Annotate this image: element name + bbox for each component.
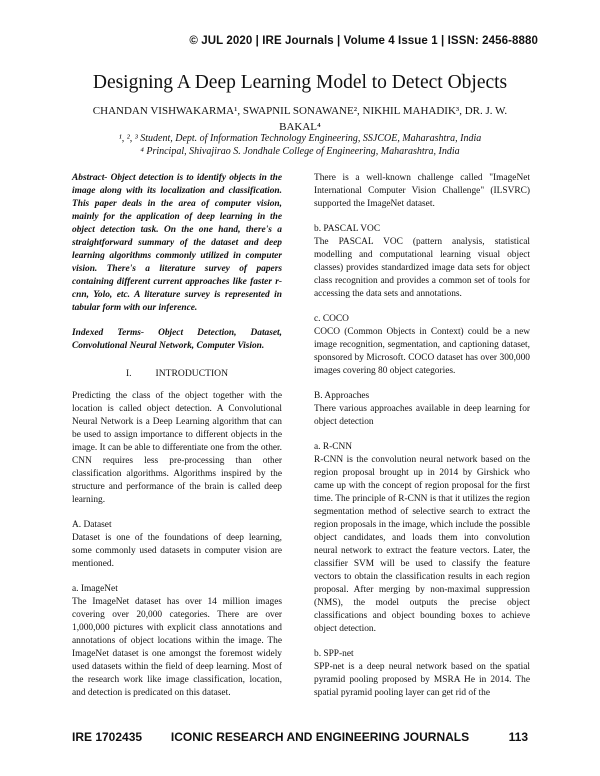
paper-title: Designing A Deep Learning Model to Detect Objects bbox=[92, 72, 508, 93]
page-number: 113 bbox=[508, 730, 528, 744]
coco-paragraph: COCO (Common Objects in Context) could be a new image recognition, segmentation, and captioning dataset, sponsored by Microsoft. COCO dataset has over 300,000 images covering 80 object categories. bbox=[314, 327, 530, 376]
right-column bbox=[314, 172, 530, 700]
pascal-heading: b. PASCAL VOC bbox=[314, 224, 381, 234]
journal-header: © JUL 2020 | IRE Journals | Volume 4 Issue 1 | ISSN: 2456-8880 bbox=[189, 35, 538, 47]
approaches-paragraph: There various approaches available in deep learning for object detection bbox=[314, 404, 530, 427]
spp-paragraph: SPP-net is a deep neural network based on the spatial pyramid pooling proposed by MSRA He in 2014. The spatial pyramid pooling layer can get rid of the bbox=[314, 662, 530, 698]
imagenet-paragraph: The ImageNet dataset has over 14 million images covering over 20,000 categories. There are over 1,000,000 pictures with explicit class annotations and annotations of object locations within the image. The ImageNet dataset is one amongst the foremost widely used datasets within the field of deep learning. Most of the research work like image classification, location, and detection is predicated on this dataset. bbox=[72, 597, 282, 698]
abstract: Abstract- Object detection is to identify objects in the image along with its localization and classification. This paper deals in the area of computer vision, mainly for the application of deep learning in the object detection task. On the one hand, there's a straightforward summary of the dataset and deep learning algorithms commonly utilized in computer vision. There's a literature survey of papers containing different current approaches like faster r-cnn, Yolo, etc. A literature survey is represented in tabular form with our inference. bbox=[72, 173, 282, 313]
section-title: I. INTRODUCTION bbox=[125, 368, 229, 379]
spp-heading: b. SPP-net bbox=[314, 649, 354, 659]
left-column bbox=[72, 172, 282, 700]
imagenet-heading: a. ImageNet bbox=[72, 584, 118, 594]
dataset-paragraph: Dataset is one of the foundations of deep learning, some commonly used datasets in computer vision are mentioned. bbox=[72, 533, 282, 569]
intro-paragraph: Predicting the class of the object together with the location is called object detection. A Convolutional Neural Network is a Deep Learning algorithm that can be used to assign importance to different objects in the image. It can be able to differentiate one from the other. CNN requires less pre-processing than other classification algorithms. Algorithms inspired by the structure and performance of the brain is called deep learning. bbox=[72, 391, 282, 505]
dataset-heading: A. Dataset bbox=[72, 520, 112, 530]
affiliation-2: ⁴ Principal, Shivajirao S. Jondhale College of Engineering, Maharashtra, India bbox=[140, 146, 460, 157]
rcnn-heading: a. R-CNN bbox=[314, 442, 353, 452]
pascal-paragraph: The PASCAL VOC (pattern analysis, statistical modelling and computational learning visual object classes) provides standardized image data sets for object class recognition and provides a common set of tools for accessing the data sets and annotations. bbox=[314, 237, 530, 299]
keywords: Indexed Terms- Object Detection, Dataset, Convolutional Neural Network, Computer Vision. bbox=[72, 328, 282, 351]
affiliation-1: ¹, ², ³ Student, Dept. of Information Technology Engineering, SSJCOE, Maharashtra, India bbox=[118, 133, 482, 144]
footer-paper-id: IRE 1702435 bbox=[72, 730, 143, 744]
footer-journal-name: ICONIC RESEARCH AND ENGINEERING JOURNALS bbox=[170, 730, 470, 744]
approaches-heading: B. Approaches bbox=[314, 391, 370, 401]
coco-heading: c. COCO bbox=[314, 314, 349, 324]
imagenet-continued: There is a well-known challenge called "ImageNet International Computer Vision Challenge" (ILSVRC) supported the ImageNet dataset. bbox=[314, 173, 530, 209]
affiliations bbox=[60, 132, 540, 158]
author-list: CHANDAN VISHWAKARMA¹, SWAPNIL SONAWANE², NIKHIL MAHADIK³, DR. J. W. BAKAL⁴ bbox=[92, 105, 508, 133]
rcnn-paragraph: R-CNN is the convolution neural network based on the region proposal brought up in 2014 by Girshick who came up with the concept of region proposal for the first time. The principle of R-CNN is that it utilizes the region segmentation method of selective search to extract the region proposals in the image, which include the possible object candidates, and loads them into convolution neural network to extract the feature vectors. Later, the classifier SVM will be used to classify the feature vectors to obtain the classification results in each region proposal. After merging by non-maximal suppression (NMS), the model outputs the precise object classifications and object bounding boxes to achieve object detection. bbox=[314, 455, 530, 634]
